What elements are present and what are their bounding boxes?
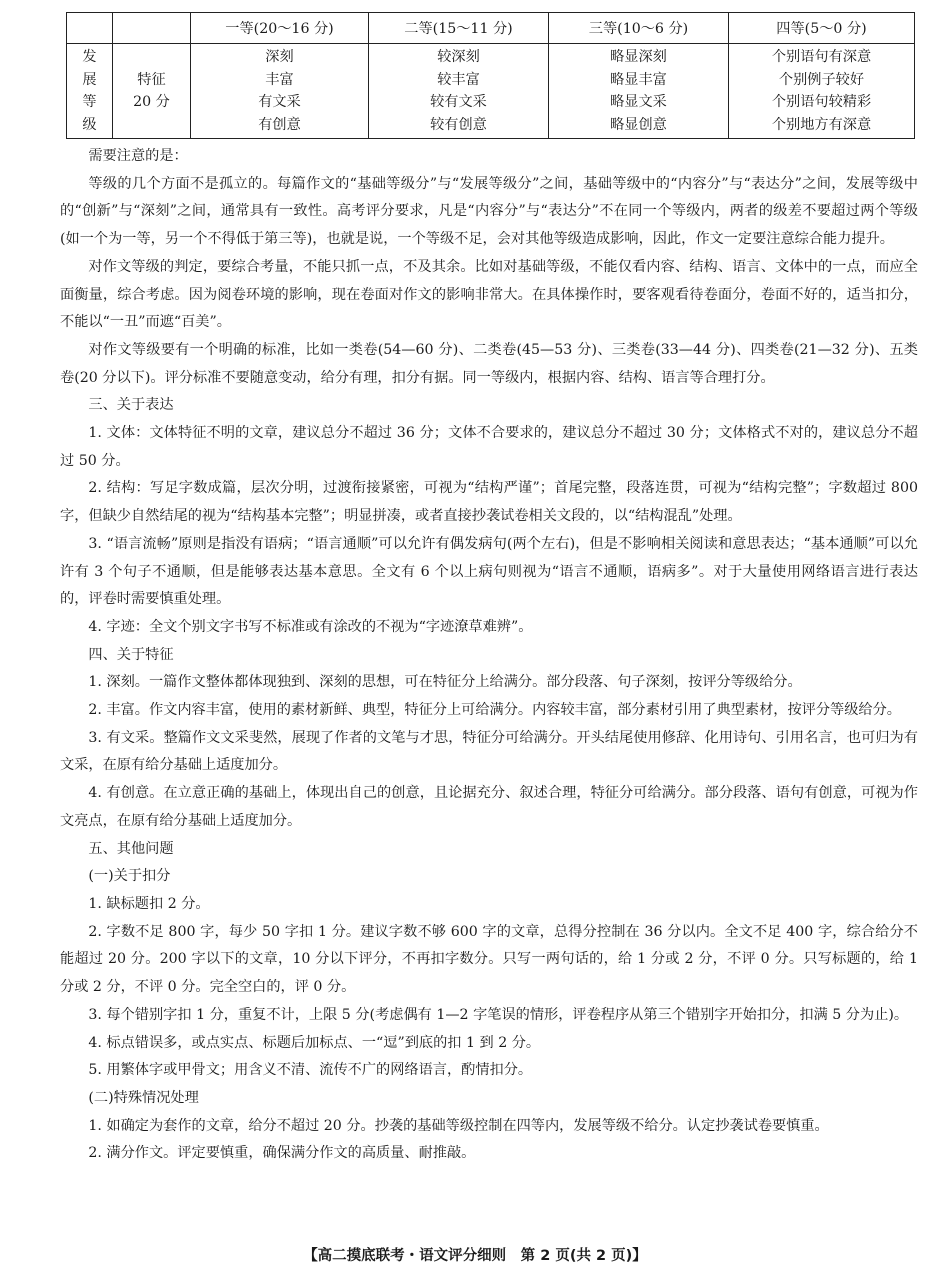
header-grade-1: 一等(20～16 分)	[191, 13, 369, 44]
table-cell: 较丰富	[437, 71, 480, 88]
category-char: 等	[82, 94, 97, 110]
table-cell: 略显创意	[610, 116, 667, 133]
table-cell: 有创意	[258, 116, 301, 133]
subsection-heading: (二)特殊情况处理	[88, 1089, 199, 1106]
body-text	[60, 143, 918, 1168]
table-cell: 略显深刻	[610, 49, 667, 65]
table-cell: 个别语句较精彩	[771, 94, 872, 110]
paragraph: 对作文等级要有一个明确的标准，比如一类卷(54—60 分)、二类卷(45—53 分)、三类卷(33—44 分)、四类卷(21—32 分)、五类卷(20 分以下)。评分标准不要随意变动，给分有理，扣分有据。同一等级内，根据内容、结构、语言等合理打分。	[60, 341, 918, 386]
header-grade-2: 二等(15～11 分)	[369, 13, 549, 44]
paragraph: 2. 丰富。作文内容丰富，使用的素材新鲜、典型，特征分上可给满分。内容较丰富，部分素材引用了典型素材，按评分等级给分。	[88, 702, 901, 719]
paragraph: 3. “语言流畅”原则是指没有语病；“语言通顺”可以允许有偶发病句(两个左右)，但是不影响相关阅读和意思表达；“基本通顺”可以允许有 3 个句子不通顺，但是能够表达基本意思。全文有 6 个以上病句则视为“语言不通顺，语病多”。对于大量使用网络语言进行表达的，评卷时需要慎重处理。	[60, 535, 918, 608]
paragraph: 对作文等级的判定，要综合考量，不能只抓一点，不及其余。比如对基础等级，不能仅看内容、结构、语言、文体中的一点，而应全面衡量，综合考虑。因为阅卷环境的影响，现在卷面对作文的影响非常大。在具体操作时，要客观看待卷面分，卷面不好的，适当扣分，不能以“一丑”而遮“百美”。	[60, 258, 918, 331]
paragraph: 等级的几个方面不是孤立的。每篇作文的“基础等级分”与“发展等级分”之间，基础等级中的“内容分”与“表达分”之间，发展等级中的“创新”与“深刻”之间，通常具有一致性。高考评分要求，凡是“内容分”与“表达分”不在同一个等级内，两者的级差不要超过两个等级(如一个为一等，另一个不得低于第三等)，也就是说，一个等级不足，会对其他等级造成影响，因此，作文一定要注意综合能力提升。	[60, 175, 918, 248]
sub-label-cell	[113, 44, 191, 139]
table-cell: 较有文采	[430, 94, 487, 110]
section-heading: 三、关于表达	[88, 397, 174, 414]
note-heading: 需要注意的是：	[88, 148, 188, 164]
table-row	[67, 44, 915, 139]
category-char: 展	[82, 71, 97, 88]
paragraph: 2. 字数不足 800 字，每少 50 字扣 1 分。建议字数不够 600 字的文章，总得分控制在 36 分以内。全文不足 400 字，综合给分不能超过 20 分。200 字以下的文章，10 分以下评分，不再扣字数分。只写一两句话的，给 1 分或 2 分，不评 0 分。只写标题的，给 1 分或 2 分，不评 0 分。完全空白的，评 0 分。	[60, 923, 918, 996]
category-char: 级	[82, 116, 97, 133]
paragraph: 1. 缺标题扣 2 分。	[88, 895, 210, 912]
page	[60, 12, 918, 1168]
paragraph: 1. 文体：文体特征不明的文章，建议总分不超过 36 分；文体不合要求的，建议总分不超过 30 分；文体格式不对的，建议总分不超过 50 分。	[60, 425, 918, 469]
paragraph: 3. 有文采。整篇作文文采斐然，展现了作者的文笔与才思，特征分可给满分。开头结尾使用修辞、化用诗句、引用名言，也可归为有文采，在原有给分基础上适度加分。	[60, 729, 918, 774]
category-char: 发	[82, 49, 97, 65]
section-heading: 五、其他问题	[88, 840, 174, 857]
grade-4-cell	[729, 44, 915, 139]
paragraph: 5. 用繁体字或甲骨文；用含义不清、流传不广的网络语言，酌情扣分。	[88, 1062, 533, 1079]
table-cell: 较有创意	[430, 116, 487, 133]
table-cell: 个别地方有深意	[771, 116, 872, 133]
category-cell	[67, 44, 113, 139]
sub-label-score: 20 分	[133, 94, 170, 110]
header-blank	[113, 13, 191, 44]
table-cell: 较深刻	[437, 49, 480, 65]
paragraph: 4. 标点错误多，或点实点、标题后加标点、一“逗”到底的扣 1 到 2 分。	[88, 1034, 541, 1051]
table-cell: 深刻	[265, 49, 294, 65]
table-cell: 略显文采	[610, 94, 667, 110]
header-grade-3: 三等(10～6 分)	[549, 13, 729, 44]
paragraph: 2. 结构：写足字数成篇，层次分明，过渡衔接紧密，可视为“结构严谨”；首尾完整，段落连贯，可视为“结构完整”；字数超过 800 字，但缺少自然结尾的视为“结构基本完整”；明显拼凑，或者直接抄袭试卷相关文段的，以“结构混乱”处理。	[60, 480, 918, 525]
grade-1-cell	[191, 44, 369, 139]
sub-label-name: 特征	[137, 71, 166, 88]
table-cell: 略显丰富	[610, 71, 667, 88]
paragraph: 1. 如确定为套作的文章，给分不超过 20 分。抄袭的基础等级控制在四等内，发展等级不给分。认定抄袭试卷要慎重。	[88, 1117, 829, 1134]
grade-3-cell	[549, 44, 729, 139]
subsection-heading: (一)关于扣分	[88, 868, 171, 885]
table-header-row	[67, 13, 915, 44]
grading-table	[66, 12, 915, 139]
paragraph: 4. 字迹：全文个别文字书写不标准或有涂改的不视为“字迹潦草难辨”。	[88, 618, 533, 635]
page-footer: 【高二摸底联考・语文评分细则 第 2 页(共 2 页)】	[303, 1248, 647, 1264]
table-cell: 有文采	[258, 94, 301, 110]
header-blank	[67, 13, 113, 44]
paragraph: 1. 深刻。一篇作文整体都体现独到、深刻的思想，可在特征分上给满分。部分段落、句子深刻，按评分等级给分。	[88, 674, 802, 691]
table-cell: 个别例子较好	[778, 71, 865, 88]
paragraph: 4. 有创意。在立意正确的基础上，体现出自己的创意，且论据充分、叙述合理，特征分可给满分。部分段落、语句有创意，可视为作文亮点，在原有给分基础上适度加分。	[60, 785, 918, 829]
section-heading: 四、关于特征	[88, 646, 174, 663]
paragraph: 3. 每个错别字扣 1 分，重复不计，上限 5 分(考虑偶有 1—2 字笔误的情形，评卷程序从第三个错别字开始扣分，扣满 5 分为止)。	[88, 1006, 909, 1023]
header-grade-4: 四等(5～0 分)	[729, 13, 915, 44]
table-cell: 个别语句有深意	[771, 49, 872, 65]
grade-2-cell	[369, 44, 549, 139]
table-cell: 丰富	[265, 71, 294, 88]
paragraph: 2. 满分作文。评定要慎重，确保满分作文的高质量、耐推敲。	[88, 1145, 476, 1162]
